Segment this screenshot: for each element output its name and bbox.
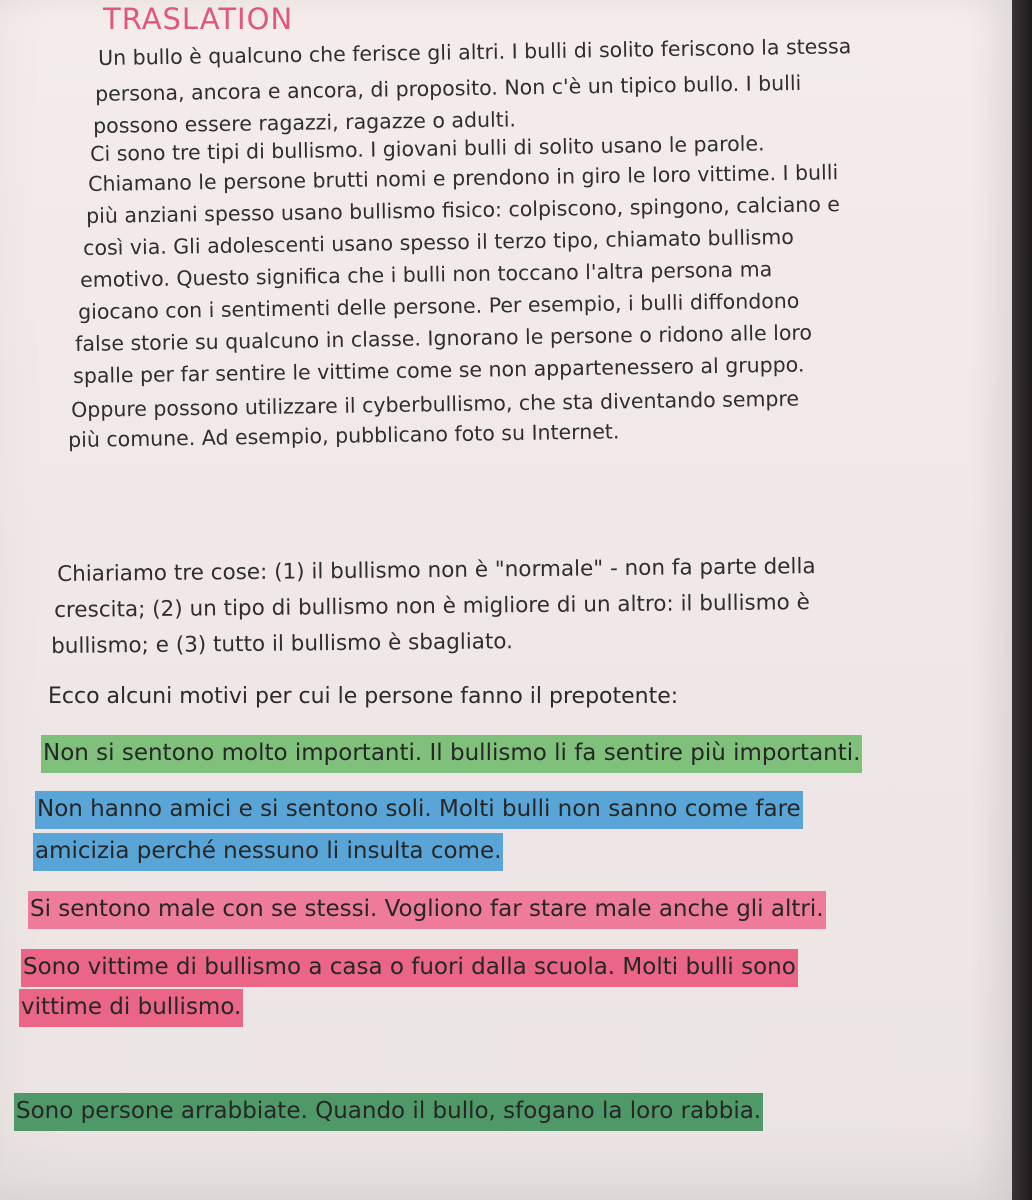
paragraph1-line: Ci sono tre tipi di bullismo. I giovani bulli di solito usano le parole. — [90, 131, 765, 166]
paragraph2-line: Chiariamo tre cose: (1) il bullismo non è "normale" - non fa parte della — [57, 554, 816, 587]
reason-highlight — [21, 949, 798, 987]
document-title: TRASLATION — [103, 2, 294, 36]
paragraph1-line: Chiamano le persone brutti nomi e prendono in giro le loro vittime. I bulli — [88, 160, 839, 196]
paragraph1-line: persona, ancora e ancora, di proposito. Non c'è un tipico bullo. I bulli — [95, 70, 802, 106]
reason-highlight — [19, 989, 243, 1027]
reason-highlight — [28, 891, 826, 929]
paragraph2-line: bullismo; e (3) tutto il bullismo è sbagliato. — [51, 629, 514, 659]
paragraph1-line: false storie su qualcuno in classe. Ignorano le persone o ridono alle loro — [75, 320, 813, 356]
reason-highlight — [41, 735, 862, 773]
reason-highlight — [14, 1093, 763, 1131]
paragraph1-line: emotivo. Questo significa che i bulli non toccano l'altra persona ma — [80, 257, 773, 292]
reason-text: amicizia perché nessuno li insulta come. — [35, 838, 502, 864]
paragraph1-line: spalle per far sentire le vittime come se non appartenessero al gruppo. — [73, 352, 805, 388]
reason-text: vittime di bullismo. — [21, 994, 242, 1020]
reason-text: Non si sentono molto importanti. Il bullismo li fa sentire più importanti. — [43, 740, 861, 766]
paragraph1-line: Oppure possono utilizzare il cyberbullismo, che sta diventando sempre — [71, 386, 800, 422]
paragraph1-line: più comune. Ad esempio, pubblicano foto su Internet. — [68, 419, 620, 452]
paragraph1-line: giocano con i sentimenti delle persone. Per esempio, i bulli diffondono — [78, 288, 800, 324]
paragraph1-line: più anziani spesso usano bullismo fisico: colpiscono, spingono, calciano e — [86, 192, 841, 228]
paragraph1-line: possono essere ragazzi, ragazze o adulti. — [93, 107, 517, 138]
reason-text: Si sentono male con se stessi. Vogliono far stare male anche gli altri. — [30, 896, 824, 922]
reasons-intro: Ecco alcuni motivi per cui le persone fanno il prepotente: — [48, 684, 679, 709]
background-edge — [1012, 0, 1032, 1200]
reason-text: Sono vittime di bullismo a casa o fuori dalla scuola. Molti bulli sono — [23, 954, 796, 980]
reason-highlight — [35, 791, 803, 829]
paragraph2-line: crescita; (2) un tipo di bullismo non è migliore di un altro: il bullismo è — [54, 590, 810, 623]
reason-highlight — [33, 833, 503, 871]
reason-text: Non hanno amici e si sentono soli. Molti bulli non sanno come fare — [37, 796, 801, 822]
paragraph1-line: Un bullo è qualcuno che ferisce gli altri. I bulli di solito feriscono la stessa — [98, 34, 852, 70]
reason-text: Sono persone arrabbiate. Quando il bullo, sfogano la loro rabbia. — [16, 1098, 762, 1124]
paragraph1-line: così via. Gli adolescenti usano spesso il terzo tipo, chiamato bullismo — [83, 224, 795, 260]
